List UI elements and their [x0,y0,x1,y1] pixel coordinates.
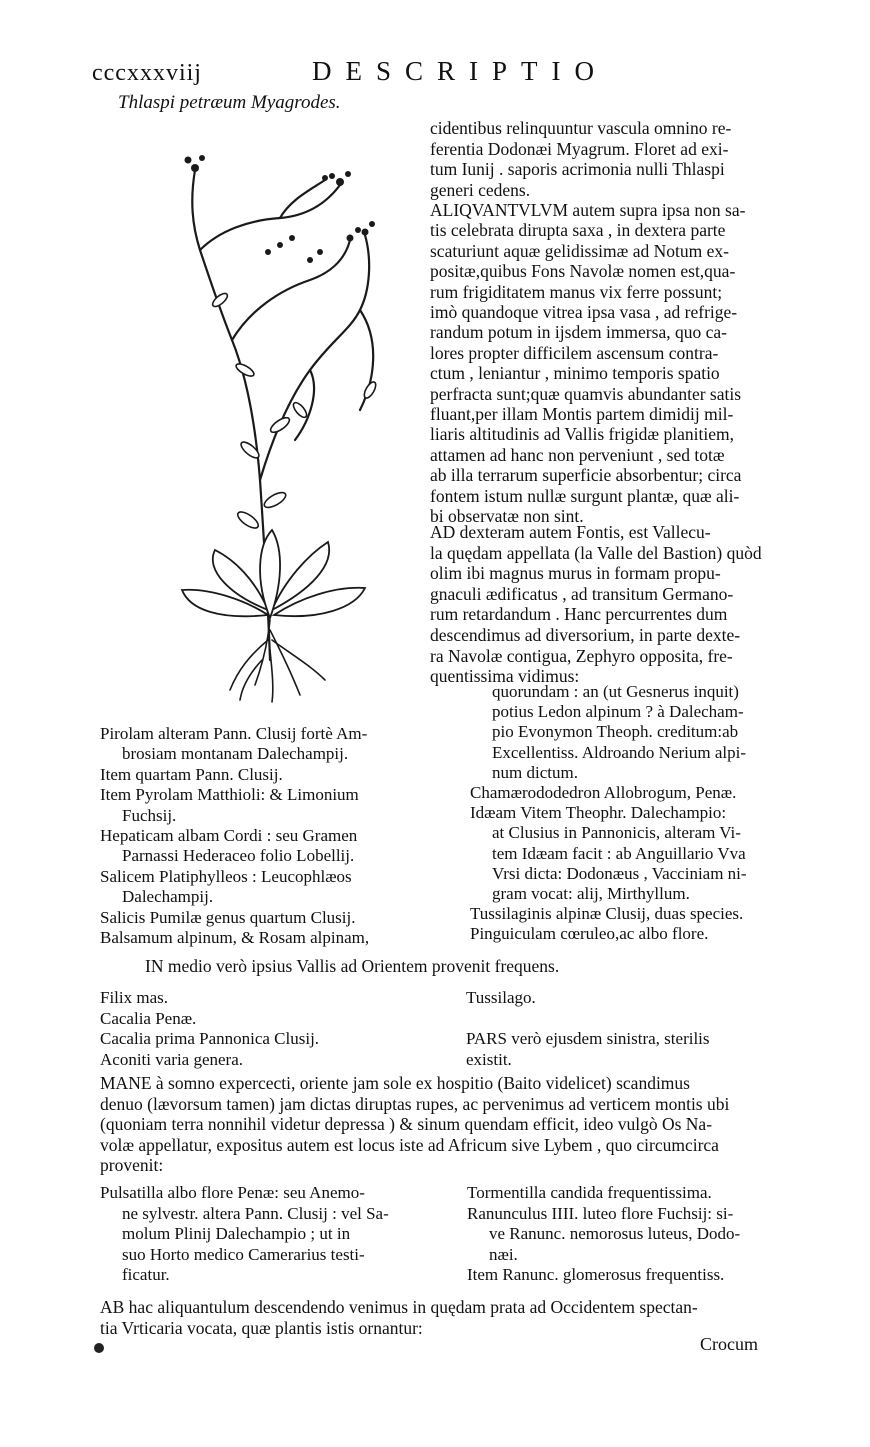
plant-list-left-2 [100,988,319,1070]
list-item: Tussilago. [466,988,536,1007]
text-line: Idæam Vitem Theophr. Dalechampio: [470,803,727,823]
text-line: brosiam montanam Dalechampij. [122,744,349,764]
text-line: randum potum in ijsdem immersa, quo ca- [430,322,727,343]
text-line: imò quandoque vitrea ipsa vasa , ad refrige- [430,302,738,323]
text-line: ALIQVANTVLVM autem supra ipsa non sa- [430,200,746,220]
text-line: liaris altitudinis ad Vallis frigidæ planitiem, [430,424,734,445]
text-line: positæ,quibus Fons Navolæ nomen est,qua- [430,261,736,282]
text-line: Dalechampij. [122,887,214,907]
text-line: volæ appellatur, expositus autem est locus iste ad Africum sive Lybem , quo circumcirca [100,1134,719,1155]
text-line: Vrsi dicta: Dodonæus , Vacciniam ni- [492,863,747,883]
text-line: Item quartam Pann. Clusij. [100,764,283,784]
catchword: Crocum [700,1334,758,1354]
spacer [466,1009,710,1030]
text-line: Filix mas. [100,988,169,1007]
ink-spot [94,1343,104,1353]
text-line: ve Ranunc. nemorosus luteus, Dodo- [489,1224,741,1244]
text-line: molum Plinij Dalechampio ; ut in [122,1224,351,1244]
text-line: Tormentilla candida frequentissima. [467,1183,712,1202]
text-line: descendimus ad diversorium, in parte dexte- [430,624,741,645]
text-line: la quędam appellata (la Valle del Bastion) quòd [430,542,762,563]
text-line: num dictum. [492,762,578,782]
in-medio-line: IN medio verò ipsius Vallis ad Orientem provenit frequens. [145,956,560,976]
text-line: Tussilaginis alpinæ Clusij, duas species. [470,904,744,924]
text-line: rum frigiditatem manus vix ferre possunt; [430,281,723,302]
list-item: PARS verò ejusdem sinistra, sterilis [466,1029,710,1049]
text-line: ferentia Dodonæi Myagrum. Floret ad exi- [430,138,729,159]
text-line: tis celebrata dirupta saxa , in dextera parte [430,220,726,241]
text-line: bi observatæ non sint. [430,506,584,527]
text-line: generi cedens. [430,179,531,200]
text-line: Cacalia prima Pannonica Clusij. [100,1029,320,1049]
text-line: perfracta sunt;quæ quamvis abundanter satis [430,383,742,404]
plant-list-right-1 [470,682,747,945]
text-line: Fuchsij. [122,805,177,825]
text-line: quentissima vidimus: [430,666,580,687]
text-line: Salicis Pumilæ genus quartum Clusij. [100,907,356,927]
plant-list-left-3 [100,1183,389,1286]
text-line: næi. [489,1244,518,1264]
text-line: gnaculi ædificatus , ad transitum Germano- [430,583,734,604]
text-line: rum retardandum . Hanc percurrentes dum [430,604,728,625]
text-line: Balsamum alpinum, & Rosam alpinam, [100,928,370,948]
text-line: denuo (lævorsum tamen) jam dictas diruptas rupes, ac pervenimus ad verticem montis ubi [100,1093,730,1114]
plant-list-left-1 [100,724,369,948]
text-line: Pulsatilla albo flore Penæ: seu Anemo- [100,1183,365,1202]
text-line: Pinguiculam cœruleo,ac albo flore. [470,924,709,944]
text-line: ab illa terrarum superficie absorbentur; circa [430,465,742,486]
text-line: fontem istum nullæ surgunt plantæ, quæ ali- [430,485,740,506]
text-line: Excellentiss. Aldroando Nerium alpi- [492,742,746,762]
text-line: tum Iunij . saporis acrimonia nulli Thlaspi [430,159,725,180]
text-line: AD dexteram autem Fontis, est Vallecu- [430,522,711,542]
text-line: (quoniam terra nonnihil videtur depressa ) & sinum quendam efficit, ideo vulgò Os Na- [100,1114,713,1135]
text-line: MANE à somno expercecti, oriente jam sole ex hospitio (Baito videlicet) scandimus [100,1073,690,1093]
text-line: Hepaticam albam Cordi : seu Gramen [100,826,358,846]
text-line: ctum , leniantur , minimo temporis spatio [430,363,720,384]
right-column-text-1 [430,118,731,200]
text-line: potius Ledon alpinum ? à Dalecham- [492,702,744,722]
text-line: Aconiti varia genera. [100,1049,244,1069]
text-line: Item Ranunc. glomerosus frequentiss. [467,1265,725,1285]
text-line: attamen ad hanc non perveniunt , sed totæ [430,444,725,465]
plant-woodcut-illustration [160,140,405,705]
right-column-paragraph-aliquantulum [430,200,745,527]
text-line: Cacalia Penæ. [100,1008,197,1028]
text-line: cidentibus relinquuntur vascula omnino re- [430,118,732,138]
plant-caption: Thlaspi petræum Myagrodes. [118,92,341,113]
text-line: gram vocat: alij, Mirthyllum. [492,884,690,904]
text-line: Item Pyrolam Matthioli: & Limonium [100,785,359,805]
list-item: existit. [466,1049,512,1069]
text-line: tia Vrticaria vocata, quæ plantis istis ornantur: [100,1317,423,1338]
text-line: Salicem Platiphylleos : Leucophlæos [100,866,352,886]
text-line: Parnassi Hederaceo folio Lobellij. [122,846,355,866]
plant-list-right-2 [466,988,710,1070]
plant-list-right-3 [467,1183,740,1286]
text-line: AB hac aliquantulum descendendo venimus in quędam prata ad Occidentem spectan- [100,1297,698,1317]
paragraph-ab-hac [100,1297,698,1338]
text-line: ra Navolæ contigua, Zephyro opposita, fre- [430,645,733,666]
text-line: olim ibi magnus murus in formam propu- [430,563,721,584]
text-line: fluant,per illam Montis partem dimidij mil- [430,404,734,425]
text-line: quorundam : an (ut Gesnerus inquit) [492,682,739,701]
text-line: tem Idæam facit : ab Anguillario Vva [492,843,746,863]
text-line: scaturiunt aquæ gelidissimæ ad Notum ex- [430,240,729,261]
text-line: pio Evonymon Theoph. creditum:ab [492,722,739,742]
text-line: provenit: [100,1155,164,1176]
paragraph-mane [100,1073,729,1176]
text-line: lores propter difficilem ascensum contra- [430,342,719,363]
text-line: ficatur. [122,1265,170,1285]
text-line: ne sylvestr. altera Pann. Clusij : vel Sa- [122,1203,389,1223]
text-line: Pirolam alteram Pann. Clusij fortè Am- [100,724,368,743]
text-line: suo Horto medico Camerarius testi- [122,1244,365,1264]
page-number: cccxxxviij [92,60,202,86]
running-title: DESCRIPTIO [312,56,609,86]
text-line: Chamærododedron Allobrogum, Penæ. [470,783,737,803]
text-line: at Clusius in Pannonicis, alteram Vi- [492,823,741,843]
right-column-paragraph-ad-dexteram [430,522,762,687]
text-line: Ranunculus IIII. luteo flore Fuchsij: si- [467,1203,734,1223]
